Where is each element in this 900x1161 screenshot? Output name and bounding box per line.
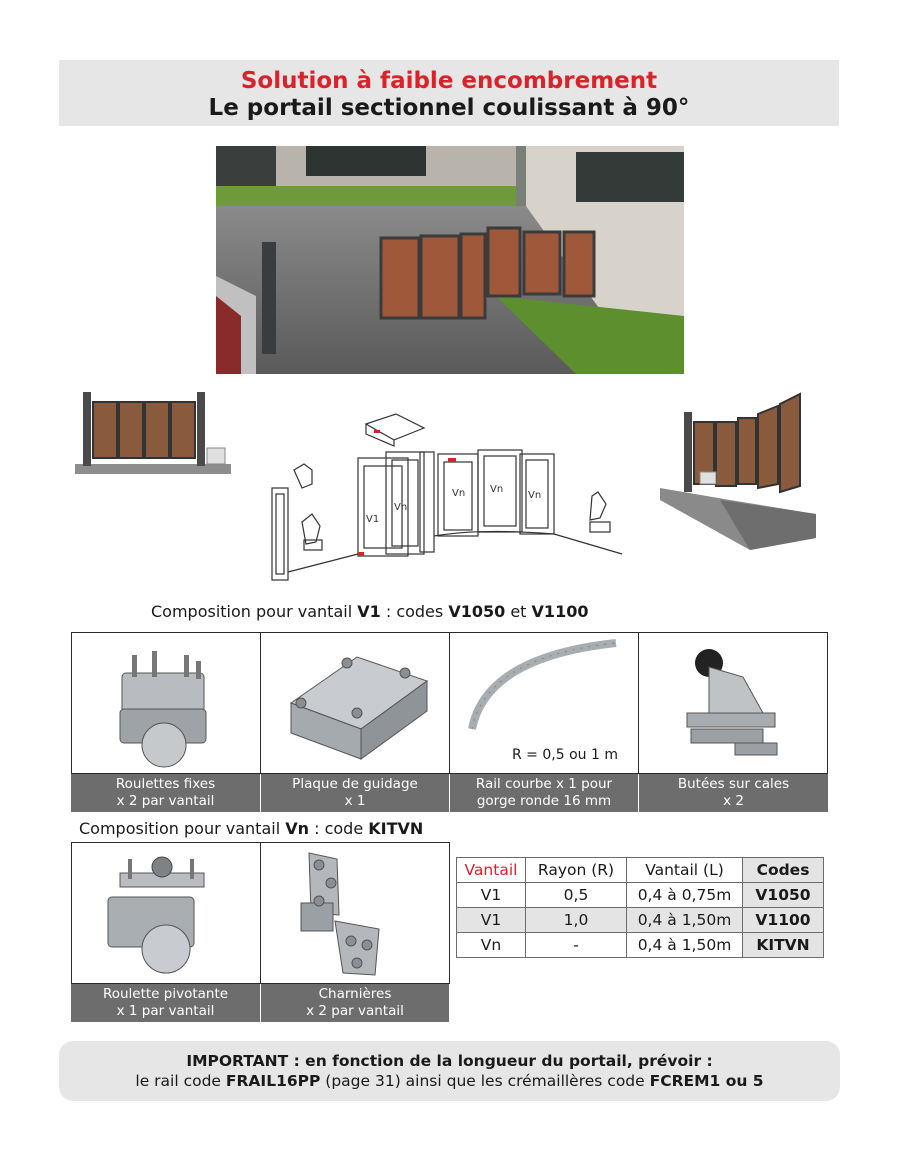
vantail-code: Vn [285, 819, 310, 838]
composition-prefix: Composition pour vantail [151, 602, 358, 621]
gate-photo [216, 146, 684, 374]
caption-line: Roulette pivotante [102, 986, 229, 1002]
header-vantail: Vantail [457, 858, 526, 883]
code-kitvn: KITVN [368, 819, 424, 838]
caption-line: Plaque de guidage [292, 776, 418, 792]
caption-line: x 2 par vantail [306, 1003, 404, 1019]
product-cell-stopper [638, 632, 828, 774]
caption-guide-plate [261, 774, 449, 812]
product-cell-hinge [260, 842, 450, 984]
code-frail16pp: FRAIL16PP [225, 1072, 321, 1090]
caption-line: gorge ronde 16 mm [476, 793, 612, 809]
caption-line: Rail courbe x 1 pour [475, 776, 613, 792]
composition-and: et [505, 602, 532, 621]
page-header [59, 60, 839, 126]
code-v1050: V1050 [448, 602, 506, 621]
pivot-roller-icon [72, 843, 260, 983]
product-cell-curved-rail [449, 632, 639, 774]
caption-line: Butées sur cales [677, 776, 790, 792]
product-cell-pivot-roller [71, 842, 261, 984]
cell-length: 0,4 à 0,75m [627, 883, 743, 908]
product-cell-fixed-roller [71, 632, 261, 774]
caption-line: x 2 par vantail [116, 793, 215, 809]
caption-fixed-roller [71, 774, 260, 812]
installation-diagram [262, 410, 638, 586]
table-row [457, 908, 824, 933]
table-row [457, 933, 824, 958]
note-text: le rail code [135, 1072, 226, 1090]
note-text: (page 31) ainsi que les crémaillères code [320, 1072, 650, 1090]
cell-vantail: Vn [457, 933, 526, 958]
v1-composition-line [151, 602, 588, 622]
composition-prefix: Composition pour vantail [79, 819, 286, 838]
caption-stopper [639, 774, 828, 812]
caption-pivot-roller [71, 984, 260, 1022]
important-note [59, 1041, 840, 1101]
table-row [457, 883, 824, 908]
caption-line: x 1 par vantail [116, 1003, 215, 1019]
stopper-icon [639, 633, 827, 773]
diagram-label-v1: V1 [366, 514, 380, 525]
fixed-roller-icon [72, 633, 260, 773]
angled-gate-render [660, 388, 816, 550]
spec-table [456, 857, 824, 958]
page-subtitle: Le portail sectionnel coulissant à 90° [208, 95, 690, 121]
cell-length: 0,4 à 1,50m [627, 908, 743, 933]
caption-line: x 1 [344, 793, 366, 809]
header-rayon: Rayon (R) [526, 858, 627, 883]
caption-line: Charnières [318, 986, 392, 1002]
header-vantail-l: Vantail (L) [627, 858, 743, 883]
header-codes: Codes [743, 858, 824, 883]
important-line-2 [59, 1071, 840, 1091]
product-cell-guide-plate [260, 632, 450, 774]
cell-length: 0,4 à 1,50m [627, 933, 743, 958]
cell-code: V1050 [743, 883, 824, 908]
curved-rail-icon [450, 633, 638, 733]
guide-plate-icon [261, 633, 449, 773]
caption-line: x 2 [723, 793, 744, 809]
code-v1100: V1100 [531, 602, 589, 621]
table-header-row [457, 858, 824, 883]
hinge-icon [261, 843, 449, 983]
cell-rayon: - [526, 933, 627, 958]
diagram-label-vn: Vn [452, 488, 466, 499]
diagram-label-vn: Vn [490, 484, 504, 495]
code-fcrem: FCREM1 ou 5 [649, 1072, 764, 1090]
cell-rayon: 0,5 [526, 883, 627, 908]
straight-gate-render [75, 392, 231, 476]
important-line-1: IMPORTANT : en fonction de la longueur du portail, prévoir : [186, 1052, 713, 1070]
rail-radius-note: R = 0,5 ou 1 m [512, 747, 618, 763]
cell-rayon: 1,0 [526, 908, 627, 933]
cell-code: V1100 [743, 908, 824, 933]
cell-code: KITVN [743, 933, 824, 958]
vantail-code: V1 [357, 602, 381, 621]
diagram-label-vn: Vn [528, 490, 542, 501]
caption-line: Roulettes fixes [115, 776, 216, 792]
page-title: Solution à faible encombrement [240, 68, 658, 94]
composition-middle: : codes [380, 602, 449, 621]
diagram-label-vn: Vn [394, 502, 408, 513]
vn-composition-line [79, 819, 423, 839]
composition-middle: : code [309, 819, 369, 838]
caption-hinge [261, 984, 449, 1022]
cell-vantail: V1 [457, 883, 526, 908]
caption-curved-rail [450, 774, 638, 812]
cell-vantail: V1 [457, 908, 526, 933]
